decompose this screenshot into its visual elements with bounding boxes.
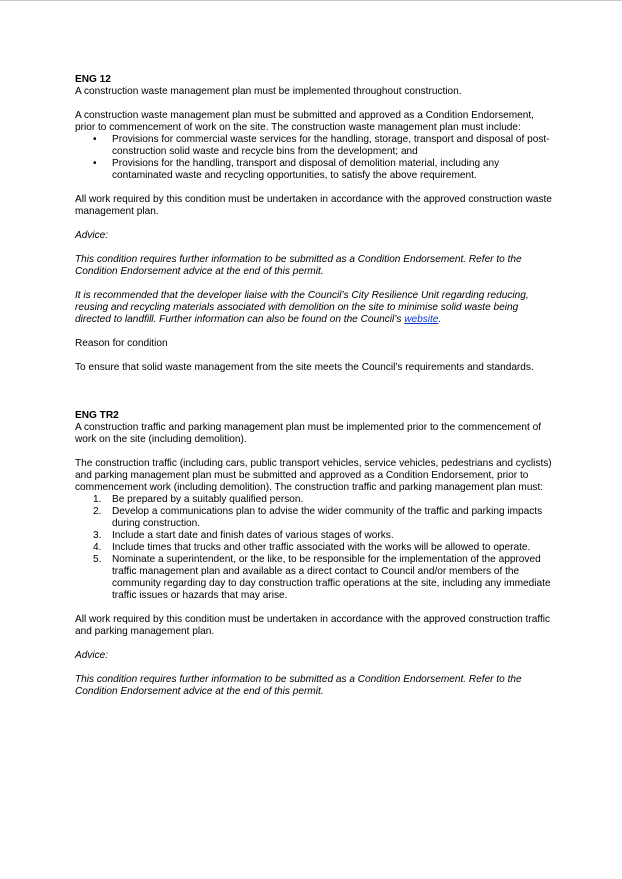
advice-label: Advice: bbox=[75, 650, 109, 661]
advice-label: Advice: bbox=[75, 230, 109, 241]
recommendation-text: It is recommended that the developer liaise with the Council’s City Resilience Unit regarding reducing, reusing and recycling materials associated with demolition on the site to minimise solid waste being directed to landfill. Further information can also be found on the Council’s website. bbox=[75, 290, 529, 325]
list-item: 3. Include a start date and finish dates of various stages of works. bbox=[93, 530, 394, 541]
condition-eng-tr2 bbox=[75, 410, 553, 698]
document-page bbox=[75, 74, 553, 698]
requirements-list bbox=[75, 494, 553, 602]
list-item: • Provisions for the handling, transport and disposal of demolition material, including any contaminated waste and recycling opportunities, to satisfy the above requirement. bbox=[93, 158, 500, 181]
condition-eng-12 bbox=[75, 74, 553, 374]
condition-body: The construction traffic (including cars, public transport vehicles, service vehicles, pedestrians and cyclists) and parking management plan must be submitted and approved as a Condition Endorsement, prior to commencement work (including demolition). The construction traffic and parking management plan must: bbox=[75, 458, 552, 493]
list-item: 5. Nominate a superintendent, or the like, to be responsible for the implementation of the approved traffic management plan and available as a direct contact to Council and/or members of the community regarding day to day construction traffic operations at the site, including any immediate traffic issues or hazards that may arise. bbox=[93, 554, 551, 601]
condition-intro: A construction waste management plan must be implemented throughout construction. bbox=[75, 86, 462, 97]
list-item: 4. Include times that trucks and other traffic associated with the works will be allowed to operate. bbox=[93, 542, 531, 553]
condition-intro: A construction traffic and parking management plan must be implemented prior to the commencement of work on the site (including demolition). bbox=[75, 422, 542, 445]
condition-heading: ENG TR2 bbox=[75, 410, 119, 421]
condition-heading: ENG 12 bbox=[75, 74, 111, 85]
list-item: • Provisions for commercial waste services for the handling, storage, transport and disposal of post-construction solid waste and recycle bins from the development; and bbox=[93, 134, 550, 157]
bullet-icon: • bbox=[93, 134, 97, 145]
list-item: 2. Develop a communications plan to advise the wider community of the traffic and parking impacts during construction. bbox=[93, 506, 543, 529]
bullet-icon: • bbox=[93, 158, 97, 169]
website-link[interactable]: website bbox=[404, 314, 439, 325]
compliance-text: All work required by this condition must be undertaken in accordance with the approved construction waste management plan. bbox=[75, 194, 552, 217]
compliance-text: All work required by this condition must be undertaken in accordance with the approved construction traffic and parking management plan. bbox=[75, 614, 551, 637]
list-item: 1. Be prepared by a suitably qualified person. bbox=[93, 494, 304, 505]
reason-label: Reason for condition bbox=[75, 338, 168, 349]
condition-body: A construction waste management plan must be submitted and approved as a Condition Endorsement, prior to commencement of work on the site. The construction waste management plan must include: bbox=[75, 110, 534, 133]
advice-text: This condition requires further information to be submitted as a Condition Endorsement. Refer to the Condition Endorsement advice at the end of this permit. bbox=[75, 254, 522, 277]
page-top-border bbox=[0, 0, 622, 1]
advice-text: This condition requires further information to be submitted as a Condition Endorsement. Refer to the Condition Endorsement advice at the end of this permit. bbox=[75, 674, 522, 697]
reason-text: To ensure that solid waste management from the site meets the Council’s requirements and standards. bbox=[75, 362, 534, 373]
requirements-list bbox=[75, 134, 553, 182]
